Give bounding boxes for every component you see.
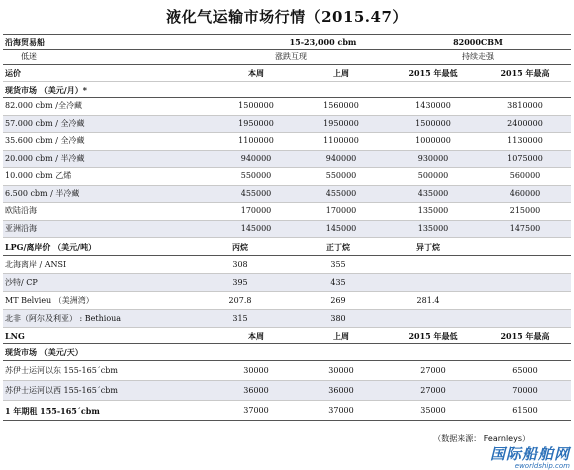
table-row bbox=[3, 292, 571, 310]
table-row bbox=[3, 381, 571, 401]
lng-col-1: 上周 bbox=[333, 330, 349, 341]
row-value: 2400000 bbox=[507, 118, 543, 128]
table-row bbox=[3, 168, 571, 186]
row-value: 1100000 bbox=[323, 136, 359, 146]
table-row bbox=[3, 116, 571, 134]
freight-col-3: 2015 年最高 bbox=[500, 68, 550, 78]
row-name: 北非（阿尔及利亚） : Bethioua bbox=[5, 313, 122, 323]
lng-col-0: 本周 bbox=[248, 330, 264, 341]
table-row bbox=[3, 256, 571, 274]
table-row bbox=[3, 186, 571, 204]
freight-col-0: 本周 bbox=[248, 68, 264, 78]
row-value: 460000 bbox=[509, 188, 541, 198]
lpg-col-0: 丙烷 bbox=[232, 241, 248, 252]
row-value: 145000 bbox=[240, 223, 272, 233]
row-name: MT Belvieu （美洲湾） bbox=[5, 295, 94, 305]
row-name: 北海离岸 / ANSI bbox=[5, 259, 67, 269]
row-value: 215000 bbox=[509, 206, 541, 216]
lpg-col-2: 异丁烷 bbox=[416, 241, 440, 252]
row-value: 35000 bbox=[420, 405, 446, 415]
row-name: 82.000 cbm /全冷藏 bbox=[5, 101, 82, 111]
freight-header-row bbox=[3, 65, 571, 82]
row-value: 435 bbox=[330, 277, 346, 287]
table-row bbox=[3, 401, 571, 421]
row-value: 500000 bbox=[417, 171, 449, 181]
market-table bbox=[3, 34, 571, 421]
row-value: 147500 bbox=[509, 223, 541, 233]
row-value: 1100000 bbox=[238, 136, 274, 146]
row-name: 10.000 cbm 乙烯 bbox=[5, 171, 72, 181]
row-value: 455000 bbox=[325, 188, 357, 198]
watermark-cn: 国际船舶网 bbox=[489, 445, 570, 463]
row-value: 30000 bbox=[328, 365, 354, 375]
table-row bbox=[3, 221, 571, 239]
row-name: 35.600 cbm / 全冷藏 bbox=[5, 136, 85, 146]
lpg-label: LPG/离岸价 （美元/吨） bbox=[5, 241, 97, 252]
row-value: 315 bbox=[232, 313, 248, 323]
row-name: 20.000 cbm / 半冷藏 bbox=[5, 153, 85, 163]
row-value: 36000 bbox=[328, 385, 354, 395]
row-value: 380 bbox=[330, 313, 346, 323]
table-row bbox=[3, 133, 571, 151]
row-value: 135000 bbox=[417, 206, 449, 216]
lng-col-2: 2015 年最低 bbox=[408, 330, 458, 341]
row-value: 1560000 bbox=[323, 101, 359, 111]
lng-label: LNG bbox=[5, 330, 25, 341]
row-value: 560000 bbox=[509, 171, 541, 181]
row-value: 940000 bbox=[325, 153, 357, 163]
header-right: 82000CBM bbox=[453, 37, 503, 47]
lng-spot-label-row bbox=[3, 344, 571, 361]
row-value: 207.8 bbox=[228, 295, 252, 305]
row-value: 65000 bbox=[512, 365, 538, 375]
row-value: 61500 bbox=[512, 405, 538, 415]
row-value: 1500000 bbox=[415, 118, 451, 128]
row-value: 550000 bbox=[325, 171, 357, 181]
table-row bbox=[3, 274, 571, 292]
lpg-col-1: 正丁烷 bbox=[326, 241, 350, 252]
row-value: 27000 bbox=[420, 385, 446, 395]
freight-col-2: 2015 年最低 bbox=[408, 68, 458, 78]
row-value: 1950000 bbox=[238, 118, 274, 128]
row-value: 1430000 bbox=[415, 101, 451, 111]
watermark-logo bbox=[490, 443, 570, 470]
page-title: 液化气运输市场行情（2015.47） bbox=[166, 8, 408, 26]
trend-mid: 涨跌互现 bbox=[275, 52, 307, 61]
lng-col-3: 2015 年最高 bbox=[500, 330, 550, 341]
spot-monthly-label: 现货市场 （美元/月）* bbox=[5, 84, 87, 95]
lng-header-row bbox=[3, 328, 571, 344]
row-value: 455000 bbox=[240, 188, 272, 198]
row-value: 170000 bbox=[325, 206, 357, 216]
freight-label: 运价 bbox=[5, 68, 21, 78]
row-value: 1075000 bbox=[507, 153, 543, 163]
row-name: 57.000 cbm / 全冷藏 bbox=[5, 118, 85, 128]
row-value: 1950000 bbox=[323, 118, 359, 128]
trend-left: 低迷 bbox=[21, 52, 37, 61]
row-value: 1500000 bbox=[238, 101, 274, 111]
row-value: 70000 bbox=[512, 385, 538, 395]
row-value: 435000 bbox=[417, 188, 449, 198]
row-value: 1000000 bbox=[415, 136, 451, 146]
table-row bbox=[3, 151, 571, 169]
row-value: 135000 bbox=[417, 223, 449, 233]
row-name: 苏伊士运河以东 155-165´cbm bbox=[5, 365, 118, 375]
row-value: 550000 bbox=[240, 171, 272, 181]
lpg-header-row bbox=[3, 238, 571, 256]
row-value: 1130000 bbox=[507, 136, 543, 146]
row-value: 930000 bbox=[417, 153, 449, 163]
row-value: 37000 bbox=[328, 405, 354, 415]
table-row bbox=[3, 98, 571, 116]
row-value: 36000 bbox=[243, 385, 269, 395]
row-value: 27000 bbox=[420, 365, 446, 375]
row-name: 1 年期租 155-165´cbm bbox=[5, 405, 100, 416]
row-name: 亚洲沿海 bbox=[5, 223, 37, 233]
data-source-note: （数据来源： Fearnleys） bbox=[433, 434, 530, 443]
vessel-class-row bbox=[3, 34, 571, 50]
row-name: 6.500 cbm / 半冷藏 bbox=[5, 188, 80, 198]
row-name: 沙特/ CP bbox=[5, 277, 38, 287]
row-value: 30000 bbox=[243, 365, 269, 375]
table-row bbox=[3, 203, 571, 221]
header-left: 沿海贸易船 bbox=[5, 37, 45, 47]
table-row bbox=[3, 310, 571, 328]
lng-spot-label: 现货市场 （美元/天） bbox=[5, 347, 83, 357]
freight-col-1: 上周 bbox=[333, 68, 349, 78]
row-value: 395 bbox=[232, 277, 248, 287]
row-name: 苏伊士运河以西 155-165´cbm bbox=[5, 385, 118, 395]
trend-right: 持续走强 bbox=[462, 52, 494, 61]
row-value: 308 bbox=[232, 259, 248, 269]
row-value: 3810000 bbox=[507, 101, 543, 111]
header-mid: 15-23,000 cbm bbox=[289, 37, 357, 47]
table-row bbox=[3, 361, 571, 381]
row-value: 170000 bbox=[240, 206, 272, 216]
row-value: 281.4 bbox=[416, 295, 440, 305]
row-value: 269 bbox=[330, 295, 346, 305]
row-value: 355 bbox=[330, 259, 346, 269]
row-value: 145000 bbox=[325, 223, 357, 233]
row-name: 欧陆沿海 bbox=[5, 206, 37, 216]
spot-monthly-label-row bbox=[3, 82, 571, 98]
trend-row bbox=[3, 50, 571, 65]
watermark-en: eworldship.com bbox=[514, 462, 570, 470]
row-value: 37000 bbox=[243, 405, 269, 415]
row-value: 940000 bbox=[240, 153, 272, 163]
